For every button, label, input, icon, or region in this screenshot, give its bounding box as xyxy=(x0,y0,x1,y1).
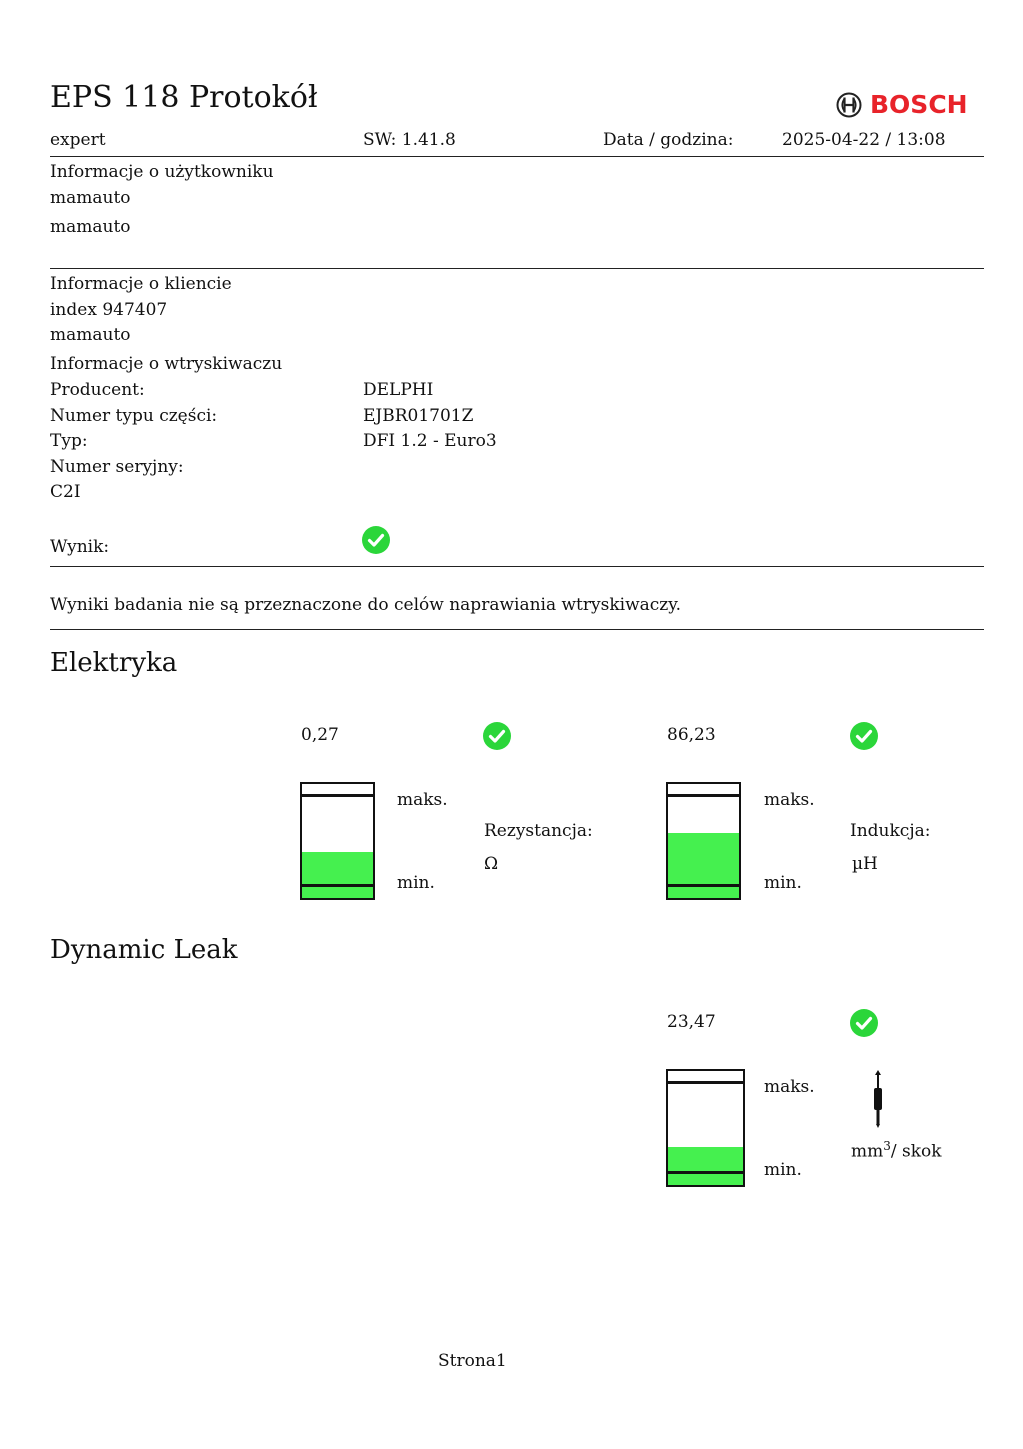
page-number: Strona1 xyxy=(438,1351,507,1371)
software-version: SW: 1.41.8 xyxy=(363,130,456,150)
dynamic-leak-unit: $mm^3/$ skok xyxy=(851,1139,942,1162)
user-role: expert xyxy=(50,130,106,150)
client-info-line: mamauto xyxy=(50,325,131,345)
user-info-line: mamauto xyxy=(50,188,131,208)
resistance-min-label: min. xyxy=(397,873,435,893)
brand-name: BOSCH xyxy=(870,90,968,119)
resistance-gauge xyxy=(300,782,375,900)
user-info-line: mamauto xyxy=(50,217,131,237)
dynamic-leak-gauge xyxy=(666,1069,745,1187)
resistance-value: 0,27 xyxy=(301,725,339,745)
injector-nozzle-icon xyxy=(870,1070,886,1128)
result-ok-check-icon xyxy=(362,526,390,554)
client-info-line: index 947407 xyxy=(50,300,168,320)
gauge-min-line xyxy=(668,1171,743,1174)
result-label: Wynik: xyxy=(50,537,110,557)
section-title-electrical: Elektryka xyxy=(50,648,178,678)
section-title-dynamic-leak: Dynamic Leak xyxy=(50,935,238,965)
inductance-unit: µH xyxy=(852,854,878,874)
resistance-gauge-fill xyxy=(302,852,373,898)
bosch-logo xyxy=(836,90,968,119)
serial-value: C2I xyxy=(50,482,81,502)
dynamic-leak-gauge-fill xyxy=(668,1147,743,1185)
divider xyxy=(50,629,984,630)
resistance-label: Rezystancja: xyxy=(484,821,593,841)
type-value: DFI 1.2 - Euro3 xyxy=(363,431,497,451)
serial-label: Numer seryjny: xyxy=(50,457,184,477)
resistance-max-label: maks. xyxy=(397,790,448,810)
producer-label: Producent: xyxy=(50,380,145,400)
divider xyxy=(50,268,984,269)
resistance-unit: Ω xyxy=(484,854,499,874)
dynamic-leak-min-label: min. xyxy=(764,1160,802,1180)
inductance-min-label: min. xyxy=(764,873,802,893)
inductance-value: 86,23 xyxy=(667,725,716,745)
datetime-label: Data / godzina: xyxy=(603,130,734,150)
type-label: Typ: xyxy=(50,431,88,451)
dynamic-leak-value: 23,47 xyxy=(667,1012,716,1032)
divider xyxy=(50,156,984,157)
part-number-label: Numer typu części: xyxy=(50,406,218,426)
producer-value: DELPHI xyxy=(363,380,434,400)
gauge-max-line xyxy=(668,1081,743,1084)
resistance-ok-check-icon xyxy=(483,722,511,750)
inductance-ok-check-icon xyxy=(850,722,878,750)
datetime-value: 2025-04-22 / 13:08 xyxy=(782,130,946,150)
dynamic-leak-ok-check-icon xyxy=(850,1009,878,1037)
divider xyxy=(50,566,984,567)
disclaimer: Wyniki badania nie są przeznaczone do celów naprawiania wtryskiwaczy. xyxy=(50,595,681,615)
gauge-min-line xyxy=(302,884,373,887)
gauge-min-line xyxy=(668,884,739,887)
bosch-armature-icon xyxy=(836,92,862,118)
user-info-heading: Informacje o użytkowniku xyxy=(50,162,274,182)
dynamic-leak-max-label: maks. xyxy=(764,1077,815,1097)
inductance-max-label: maks. xyxy=(764,790,815,810)
part-number-value: EJBR01701Z xyxy=(363,406,474,426)
inductance-gauge xyxy=(666,782,741,900)
inductance-label: Indukcja: xyxy=(850,821,931,841)
client-info-heading: Informacje o kliencie xyxy=(50,274,232,294)
injector-info-heading: Informacje o wtryskiwaczu xyxy=(50,354,283,374)
page-title: EPS 118 Protokół xyxy=(50,80,318,115)
gauge-max-line xyxy=(668,794,739,797)
gauge-max-line xyxy=(302,794,373,797)
inductance-gauge-fill xyxy=(668,833,739,898)
